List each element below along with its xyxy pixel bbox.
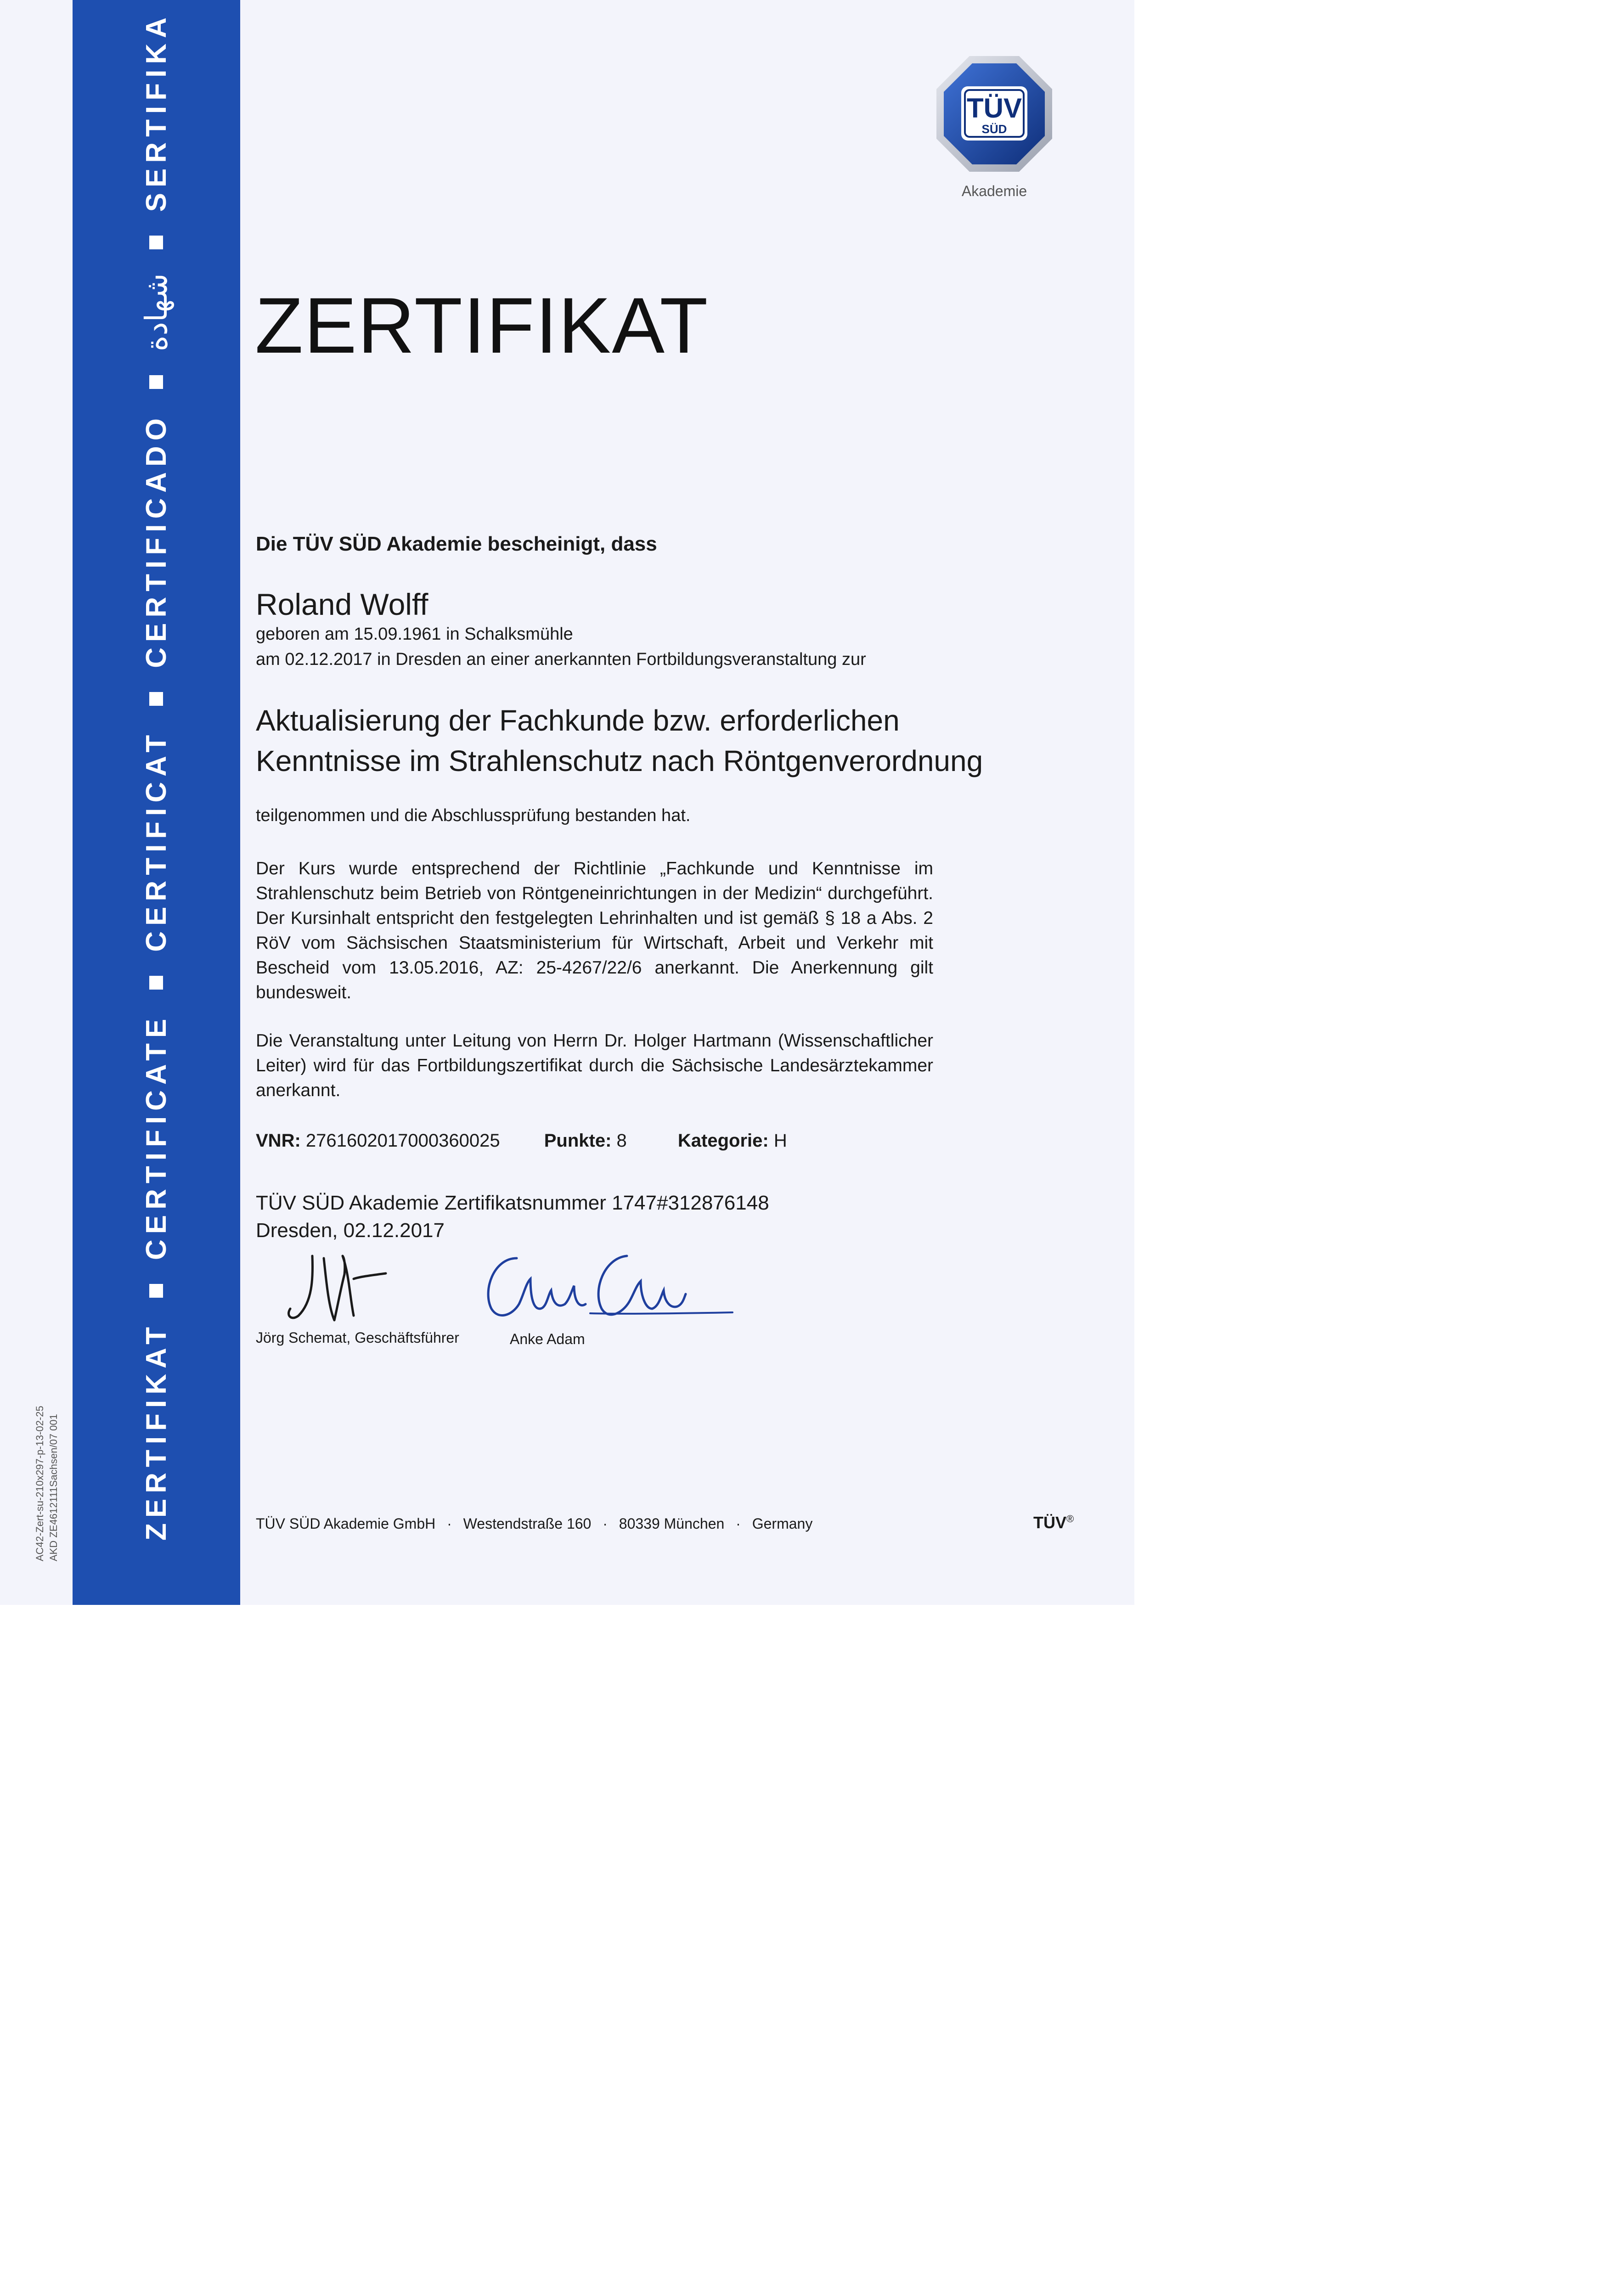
kategorie-label: Kategorie:: [677, 1131, 769, 1151]
logo-text: TÜV: [967, 93, 1022, 124]
footer-logo-text: TÜV: [1033, 1513, 1066, 1532]
footer-logo: [1033, 1513, 1074, 1532]
footer-company: TÜV SÜD Akademie GmbH: [256, 1515, 436, 1532]
band-word-arabic: شهادة: [139, 273, 173, 352]
band-word-sertifika: SERTIFIKA: [140, 12, 172, 212]
logo-subtext: SÜD: [981, 122, 1007, 136]
vnr-label: VNR:: [256, 1131, 301, 1151]
document-code: [33, 1406, 61, 1561]
band-word-certificado: CERTIFICADO: [140, 413, 172, 668]
band-square-icon: [149, 692, 163, 706]
place-date: Dresden, 02.12.2017: [256, 1219, 445, 1242]
recipient-name: Roland Wolff: [256, 587, 428, 621]
course-title-line-1: Aktualisierung der Fachkunde bzw. erforderlichen: [256, 704, 900, 737]
side-band-text: [106, 12, 207, 1541]
punkte-label: Punkte:: [544, 1131, 612, 1151]
passed-text: teilgenommen und die Abschlussprüfung bestanden hat.: [256, 806, 691, 825]
course-title: [256, 700, 991, 781]
footer-country: Germany: [752, 1515, 813, 1532]
attendance-info: am 02.12.2017 in Dresden an einer anerkannten Fortbildungsveranstaltung zur: [256, 650, 866, 669]
registered-mark: ®: [1066, 1513, 1074, 1525]
recognition-text: Die Veranstaltung unter Leitung von Herrn Dr. Holger Hartmann (Wissenschaftlicher Leiter) wird für das Fortbildungszertifikat durch die Sächsische Landesärztekammer anerkannt.: [256, 1031, 933, 1100]
signer-1-name: Jörg Schemat, Geschäftsführer: [256, 1329, 459, 1346]
band-word-zertifikat: ZERTIFIKAT: [140, 1321, 172, 1541]
kategorie-value: H: [773, 1131, 787, 1151]
tuv-sud-logo: [935, 54, 1054, 174]
footer-city: 80339 München: [619, 1515, 725, 1532]
footer-address: [256, 1515, 812, 1532]
footer-separator: ·: [736, 1515, 741, 1532]
intro-text: Die TÜV SÜD Akademie bescheinigt, dass: [256, 533, 657, 555]
certificate-title: ZERTIFIKAT: [255, 281, 709, 370]
band-word-certificat: CERTIFICAT: [140, 729, 172, 952]
band-square-icon: [149, 375, 163, 389]
signature-1-image: [280, 1247, 395, 1334]
footer-street: Westendstraße 160: [463, 1515, 592, 1532]
certificate-number: TÜV SÜD Akademie Zertifikatsnummer 1747#312876148: [256, 1192, 769, 1214]
document-code-line-2: AKD ZE4612111Sachsen/07 001: [48, 1414, 59, 1561]
punkte-value: 8: [616, 1131, 627, 1151]
course-title-line-2: Kenntnisse im Strahlenschutz nach Röntgenverordnung: [256, 744, 983, 777]
footer-separator: ·: [447, 1515, 452, 1532]
course-description: Der Kurs wurde entsprechend der Richtlinie „Fachkunde und Kenntnisse im Strahlenschutz beim Betrieb von Röntgeneinrichtungen in der Medizin“ durchgeführt. Der Kursinhalt entspricht den festgelegten Lehrinhalten und ist gemäß § 18 a Abs. 2 RöV vom Sächsischen Staatsministerium für Wirtschaft, Arbeit und Verkehr mit Bescheid vom 13.05.2016, AZ: 25-4267/22/6 anerkannt. Die Anerkennung gilt bundesweit.: [256, 859, 933, 1002]
band-square-icon: [149, 1284, 163, 1298]
vnr-value: 2761602017000360025: [305, 1131, 500, 1151]
band-word-certificate: CERTIFICATE: [140, 1013, 172, 1260]
footer-separator: ·: [603, 1515, 608, 1532]
band-square-icon: [149, 976, 163, 990]
signature-2-image: [475, 1240, 751, 1336]
document-code-line-1: AC42-Zert-su-210x297-p-13-02-25: [34, 1406, 45, 1561]
band-square-icon: [149, 236, 163, 249]
signer-2-name: Anke Adam: [510, 1331, 585, 1347]
logo-caption: Akademie: [961, 183, 1027, 199]
course-facts: [256, 1131, 787, 1151]
birth-info: geboren am 15.09.1961 in Schalksmühle: [256, 625, 573, 644]
certificate-sheet: [0, 0, 1134, 1605]
